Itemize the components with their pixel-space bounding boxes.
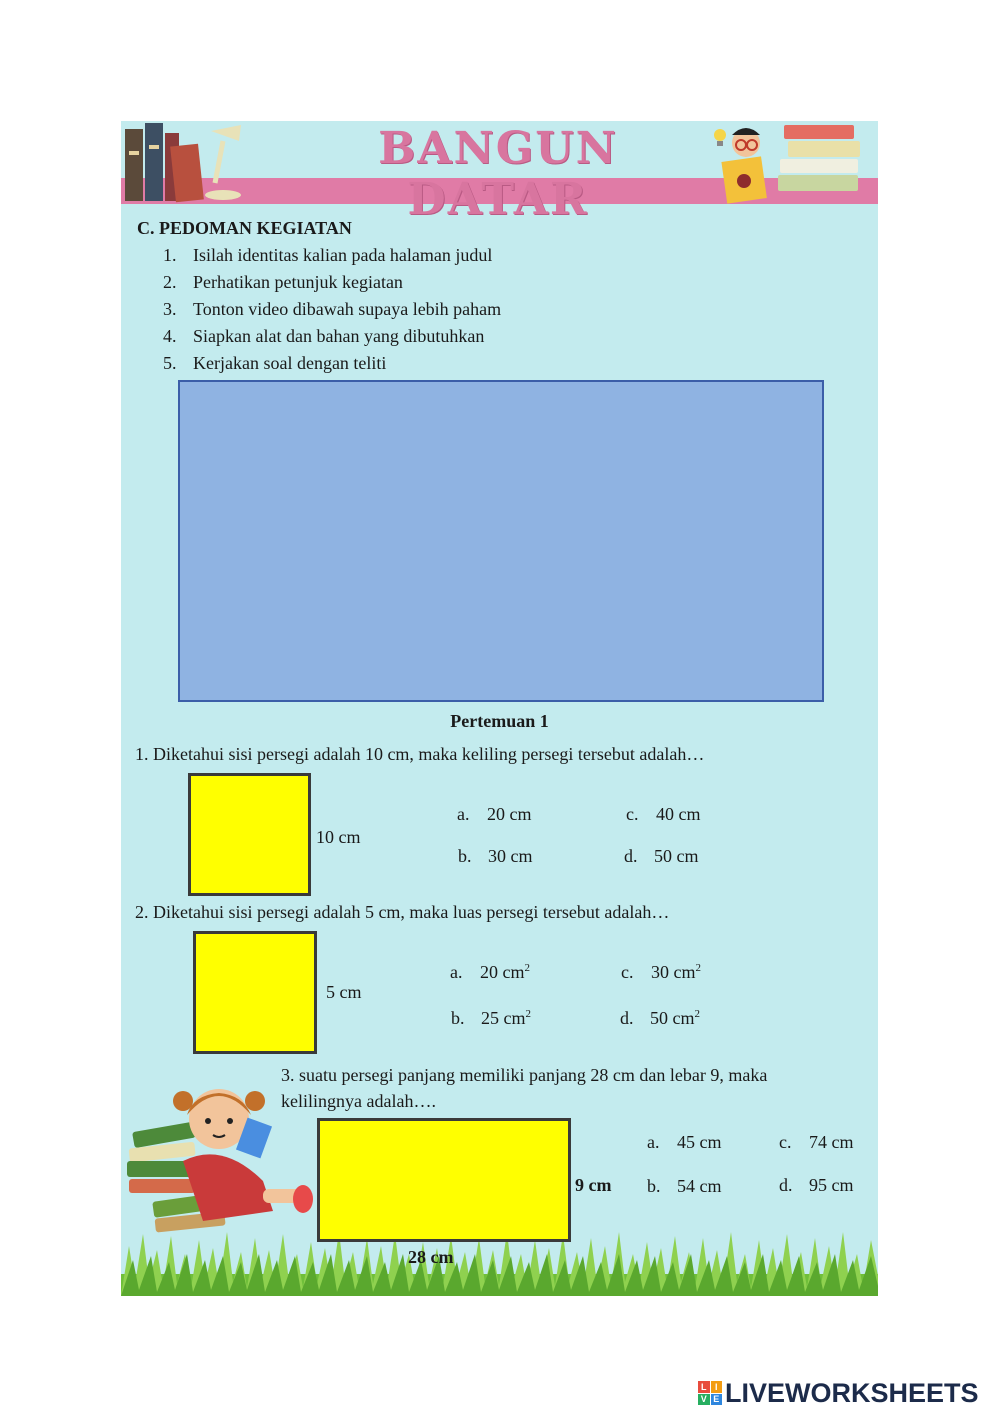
list-item (163, 269, 501, 296)
option-value: 40 cm (656, 804, 701, 824)
option-letter: d. (620, 1008, 634, 1028)
option-d-q3[interactable] (779, 1175, 854, 1196)
option-letter: c. (779, 1132, 792, 1152)
question-1-text: 1. Diketahui sisi persegi adalah 10 cm, maka keliling persegi tersebut adalah… (135, 744, 705, 764)
option-d-q1[interactable] (624, 846, 699, 867)
option-value: 95 cm (809, 1175, 854, 1195)
side-label-q2: 5 cm (326, 982, 362, 1002)
option-value: 54 cm (677, 1176, 722, 1196)
question-3-line-1: 3. suatu persegi panjang memiliki panjang 28 cm dan lebar 9, maka (281, 1065, 768, 1085)
option-a-q2[interactable] (450, 962, 530, 983)
step-text: Isilah identitas kalian pada halaman judul (193, 245, 493, 265)
option-d-q2[interactable] (620, 1008, 700, 1029)
live-badge-icon (698, 1381, 722, 1405)
step-text: Tonton video dibawah supaya lebih paham (193, 299, 502, 319)
width-label-q3: 9 cm (575, 1175, 612, 1195)
guide-steps-list (163, 242, 501, 377)
unit-exponent: 2 (694, 1008, 700, 1020)
badge-letter: L (698, 1381, 710, 1393)
option-value: 50 cm (650, 1008, 695, 1028)
badge-letter: I (711, 1381, 723, 1393)
option-b-q2[interactable] (451, 1008, 531, 1029)
option-c-q2[interactable] (621, 962, 701, 983)
length-label-q3: 28 cm (408, 1247, 454, 1267)
option-a-q3[interactable] (647, 1132, 722, 1153)
option-b-q3[interactable] (647, 1176, 722, 1197)
option-value: 25 cm (481, 1008, 526, 1028)
option-value: 74 cm (809, 1132, 854, 1152)
option-value: 30 cm (488, 846, 533, 866)
step-text: Perhatikan petunjuk kegiatan (193, 272, 403, 292)
banner-title: BANGUN DATAR (378, 123, 618, 225)
option-letter: d. (624, 846, 638, 866)
question-3-line-2: kelilingnya adalah…. (281, 1091, 436, 1111)
option-value: 30 cm (651, 962, 696, 982)
meeting-heading: Pertemuan 1 (450, 711, 549, 731)
step-number: 3. (163, 299, 177, 319)
option-value: 20 cm (480, 962, 525, 982)
step-text: Siapkan alat dan bahan yang dibutuhkan (193, 326, 485, 346)
option-letter: c. (621, 962, 634, 982)
option-letter: b. (451, 1008, 465, 1028)
option-letter: d. (779, 1175, 793, 1195)
option-letter: a. (647, 1132, 660, 1152)
option-letter: a. (457, 804, 470, 824)
badge-letter: V (698, 1394, 710, 1406)
square-figure-q2 (193, 931, 317, 1054)
option-value: 50 cm (654, 846, 699, 866)
option-letter: a. (450, 962, 463, 982)
unit-exponent: 2 (695, 962, 701, 974)
option-c-q3[interactable] (779, 1132, 854, 1153)
badge-letter: E (711, 1394, 723, 1406)
section-title: C. PEDOMAN KEGIATAN (137, 218, 352, 238)
step-number: 5. (163, 353, 177, 373)
option-c-q1[interactable] (626, 804, 701, 825)
unit-exponent: 2 (524, 962, 530, 974)
option-value: 20 cm (487, 804, 532, 824)
video-embed[interactable] (178, 380, 824, 702)
side-label-q1: 10 cm (316, 827, 361, 847)
option-a-q1[interactable] (457, 804, 532, 825)
worksheet-page (121, 121, 878, 1296)
option-letter: b. (647, 1176, 661, 1196)
brand-name: LIVEWORKSHEETS (725, 1377, 979, 1408)
list-item (163, 296, 501, 323)
list-item (163, 242, 501, 269)
option-b-q1[interactable] (458, 846, 533, 867)
step-text: Kerjakan soal dengan teliti (193, 353, 387, 373)
option-letter: b. (458, 846, 472, 866)
option-value: 45 cm (677, 1132, 722, 1152)
reading-kid-books-illustration (706, 121, 876, 206)
rectangle-figure-q3 (317, 1118, 571, 1242)
option-letter: c. (626, 804, 639, 824)
header-banner (121, 121, 878, 225)
square-figure-q1 (188, 773, 311, 896)
unit-exponent: 2 (525, 1008, 531, 1020)
step-number: 1. (163, 245, 177, 265)
liveworksheets-logo[interactable] (698, 1378, 979, 1408)
step-number: 4. (163, 326, 177, 346)
list-item (163, 323, 501, 350)
list-item (163, 350, 501, 377)
books-lamp-illustration (123, 121, 243, 204)
step-number: 2. (163, 272, 177, 292)
question-2-text: 2. Diketahui sisi persegi adalah 5 cm, maka luas persegi tersebut adalah… (135, 902, 670, 922)
